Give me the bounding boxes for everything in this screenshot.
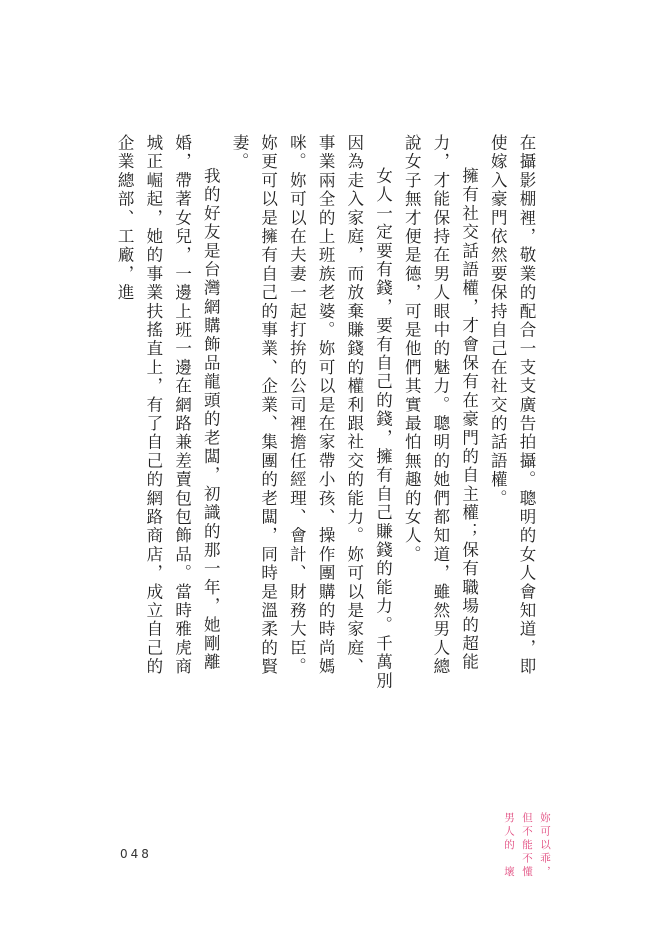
running-title-line: 男人的 壞 bbox=[503, 812, 515, 880]
paragraph: 我的好友是台灣網購飾品龍頭的老闆，初識的那一年，她剛離婚，帶著女兒，一邊上班一邊在網路兼差賣包包飾品。當時雅虎商城正崛起，她的事業扶搖直上，有了自己的網路商店，成立自己的企業總部、工廠，進 bbox=[115, 134, 221, 677]
running-title-line: 妳可以乖， bbox=[539, 812, 551, 880]
body-text bbox=[115, 134, 540, 694]
paragraph: 女人一定要有錢，要有自己的錢，擁有自己賺錢的能力。千萬別因為走入家庭，而放棄賺錢的權利跟社交的能力。妳可以是家庭、事業兩全的上班族老婆。妳可以是在家帶小孩、操作團購的時尚媽咪。妳可以在夫妻一起打拚的公司裡擔任經理、會計、財務大臣。妳更可以是擁有自己的事業、企業、集團的老闆，同時是溫柔的賢妻。 bbox=[229, 134, 393, 691]
paragraph: 在攝影棚裡，敬業的配合一支支廣告拍攝。聰明的女人會知道，即使嫁入豪門依然要保持自己在社交的話語權。 bbox=[488, 134, 536, 677]
running-title bbox=[500, 812, 554, 892]
page-number: 048 bbox=[120, 847, 152, 861]
running-title-line: 但不能不懂 bbox=[521, 812, 533, 880]
paragraph: 擁有社交話語權，才會保有在豪門的自主權；保有職場的超能力，才能保持在男人眼中的魅力。聰明的她們都知道，雖然男人總說女子無才便是德，可是他們其實最怕無趣的女人。 bbox=[402, 134, 479, 677]
